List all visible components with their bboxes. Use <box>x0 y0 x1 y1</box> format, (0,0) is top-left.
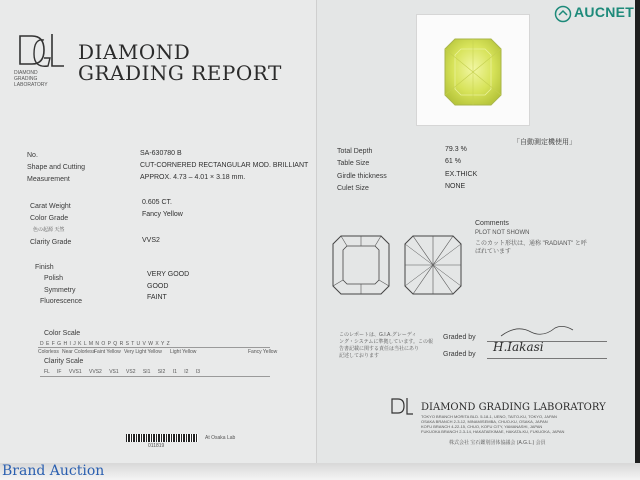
color-scale-word-2: Near Colorless <box>62 349 96 355</box>
diamond-photo-frame <box>416 14 530 126</box>
table-value: 61 % <box>445 158 461 165</box>
fluorescence-label: Fluorescence <box>40 298 83 305</box>
report-title-line1: DIAMOND <box>78 40 191 64</box>
logo-caption-2: GRADING <box>14 76 38 82</box>
polish-label: Polish <box>44 275 64 282</box>
comments-line-1: PLOT NOT SHOWN <box>475 230 530 236</box>
clarity-scale-label: Clarity Scale <box>44 358 84 365</box>
symmetry-label: Symmetry <box>44 287 76 294</box>
disclaimer-line-4: 記述しております <box>339 353 380 359</box>
no-label: No. <box>27 152 38 159</box>
auto-measure-note: 「自動測定機使用」 <box>513 139 576 146</box>
pavilion-plot-icon <box>403 234 463 296</box>
color-origin-note: 色の起源 天然 <box>33 227 65 233</box>
report-left-page <box>0 0 316 463</box>
disclaimer-line-3: 告書記載に関する責任は当社にあり <box>339 346 420 352</box>
color-scale-word-6: Fancy Yellow <box>248 349 278 355</box>
shape-value: CUT-CORNERED RECTANGULAR MOD. BRILLIANT <box>140 162 309 169</box>
color-scale-word-1: Colorless <box>38 349 59 355</box>
color-scale-word-5: Light Yellow <box>170 349 197 355</box>
carat-value: 0.605 CT. <box>142 199 172 206</box>
osaka-lab-note: At Osaka Lab <box>205 435 236 441</box>
logo-caption-1: DIAMOND <box>14 70 38 76</box>
culet-label: Culet Size <box>337 185 369 192</box>
depth-label: Total Depth <box>337 148 373 155</box>
color-scale-letters: D E F G H I J K L M N O P Q R S T U V W X Y Z <box>40 341 171 347</box>
comments-line-2: このカット形状は、通称 "RADIANT" と呼 <box>475 241 587 247</box>
aucnet-logo-icon <box>554 5 572 23</box>
clarity-scale-grades: FL IF VVS1 VVS2 VS1 VS2 SI1 SI2 I1 I2 I3 <box>44 369 200 375</box>
table-label: Table Size <box>337 160 370 167</box>
disclaimer-line-1: このレポートは、G.I.A.グレーディ <box>339 332 417 338</box>
girdle-value: EX.THICK <box>445 171 478 178</box>
comments-line-3: ばれています <box>475 249 512 255</box>
no-value: SA-630780 B <box>140 150 182 157</box>
color-value: Fancy Yellow <box>142 211 183 218</box>
lab-address-2: OSAKA BRANCH 2-3-12, MINAMISEMBA, CHUO-KU, OSAKA, JAPAN <box>421 419 548 424</box>
logo-caption-3: LABORATORY <box>14 82 48 88</box>
color-scale-label: Color Scale <box>44 330 81 337</box>
clarity-label: Clarity Grade <box>30 239 72 246</box>
shape-label: Shape and Cutting <box>27 164 85 171</box>
report-barcode <box>126 434 198 442</box>
color-scale-line <box>38 347 270 348</box>
measurement-value: APPROX. 4.73 – 4.01 × 3.18 mm. <box>140 174 246 181</box>
barcode-number: 011819 <box>148 443 165 449</box>
graded-by-label-1: Graded by <box>443 334 476 341</box>
symmetry-value: GOOD <box>147 283 169 290</box>
girdle-label: Girdle thickness <box>337 173 387 180</box>
company-membership: 株式会社 宝石鑑別団体協議会 (A.G.L.) 会員 <box>449 440 546 446</box>
signature-2: H.Iakasi <box>493 340 544 354</box>
yellow-diamond-icon <box>417 15 529 125</box>
lab-address-1: TOKYO BRANCH MORITA BLD. 5-18-1, UENO, TAITO-KU, TOKYO, JAPAN <box>421 414 557 419</box>
lab-name: DIAMOND GRADING LABORATORY <box>421 402 606 413</box>
color-scale-word-4: Very Light Yellow <box>124 349 162 355</box>
lab-address-3: KOFU BRANCH 4-22-15, CHUO, KOFU CITY, YAMANASHI, JAPAN <box>421 424 543 429</box>
crown-plot-icon <box>331 234 391 296</box>
graded-by-label-2: Graded by <box>443 351 476 358</box>
color-scale-word-3: Faint Yellow <box>94 349 121 355</box>
measurement-label: Measurement <box>27 176 70 183</box>
signature-line-2 <box>487 358 607 359</box>
polish-value: VERY GOOD <box>147 271 190 278</box>
brand-auction-watermark: Brand Auction <box>2 463 105 479</box>
aucnet-watermark: AUCNET <box>574 4 635 20</box>
report-title-line2: GRADING REPORT <box>78 61 282 85</box>
finish-label: Finish <box>35 264 54 271</box>
color-label: Color Grade <box>30 215 69 222</box>
comments-label: Comments <box>475 220 509 227</box>
carat-label: Carat Weight <box>30 203 71 210</box>
culet-value: NONE <box>445 183 466 190</box>
clarity-value: VVS2 <box>142 237 160 244</box>
disclaimer-line-2: ング・システムに準拠しています。この報 <box>339 339 434 345</box>
fluorescence-value: FAINT <box>147 294 167 301</box>
lab-address-4: FUKUOKA BRANCH 2-3-14, HAKATAEKIMAE, HAKATA-KU, FUKUOKA, JAPAN <box>421 429 565 434</box>
clarity-scale-line <box>40 376 270 377</box>
signature-1-icon <box>497 322 577 340</box>
depth-value: 79.3 % <box>445 146 467 153</box>
lab-logo-icon <box>389 396 415 422</box>
